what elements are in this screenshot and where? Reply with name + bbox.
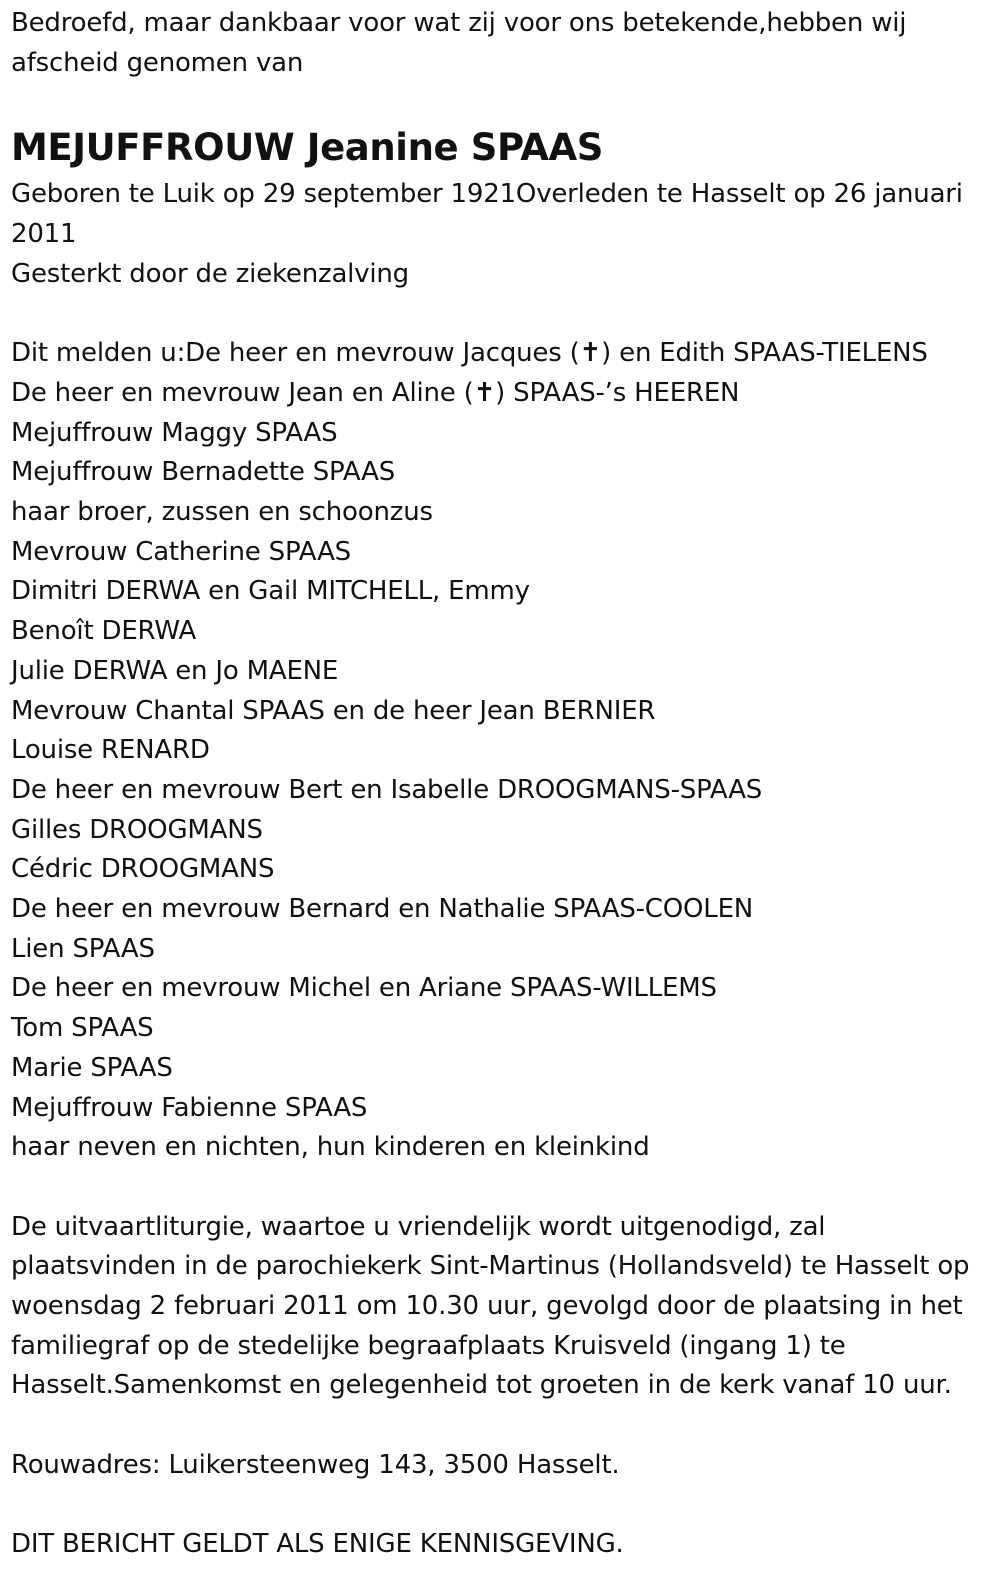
family-line: Louise RENARD (11, 735, 210, 766)
mourning-address: Rouwadres: Luikersteenweg 143, 3500 Hasselt. (11, 1449, 620, 1480)
sacrament-text: Gesterkt door de ziekenzalving (11, 258, 409, 289)
family-line: De heer en mevrouw Michel en Ariane SPAAS-WILLEMS (11, 973, 717, 1004)
family-line: Marie SPAAS (11, 1052, 173, 1083)
family-line: Mejuffrouw Fabienne SPAAS (11, 1092, 368, 1123)
family-line: haar broer, zussen en schoonzus (11, 497, 433, 528)
family-line: Cédric DROOGMANS (11, 854, 275, 885)
intro-text: Bedroefd, maar dankbaar voor wat zij voor ons betekende,hebben wij afscheid genomen van (11, 8, 907, 78)
family-line: Benoît DERWA (11, 616, 197, 647)
family-line: De heer en mevrouw Bernard en Nathalie SPAAS-COOLEN (11, 894, 754, 925)
family-line: Mevrouw Chantal SPAAS en de heer Jean BERNIER (11, 695, 656, 726)
family-line: Dimitri DERWA en Gail MITCHELL, Emmy (11, 576, 530, 607)
spacer (11, 295, 990, 335)
spacer (11, 1168, 990, 1208)
family-line: Dit melden u:De heer en mevrouw Jacques (✝) en Edith SPAAS-TIELENS (11, 338, 928, 369)
family-list (11, 334, 990, 1168)
funeral-text: De uitvaartliturgie, waartoe u vriendelijk wordt uitgenodigd, zal plaatsvinden in de parochiekerk Sint-Martinus (Hollandsveld) te Hasselt op woensdag 2 februari 2011 om 10.30 uur, gevolgd door de plaatsing in het familiegraf op de stedelijke begraafplaats Kruisveld (ingang 1) te Hasselt.Samenkomst en gelegenheid tot groeten in de kerk vanaf 10 uur. (11, 1211, 970, 1401)
family-line: Julie DERWA en Jo MAENE (11, 655, 339, 686)
family-line: De heer en mevrouw Bert en Isabelle DROOGMANS-SPAAS (11, 774, 763, 805)
deceased-name: MEJUFFROUW Jeanine SPAAS (11, 126, 603, 170)
family-line: haar neven en nichten, hun kinderen en kleinkind (11, 1132, 650, 1163)
family-line: Mevrouw Catherine SPAAS (11, 536, 351, 567)
family-line: Tom SPAAS (11, 1013, 154, 1044)
family-line: Gilles DROOGMANS (11, 814, 263, 845)
notice-text: DIT BERICHT GELDT ALS ENIGE KENNISGEVING. (11, 1529, 624, 1560)
family-line: De heer en mevrouw Jean en Aline (✝) SPAAS-’s HEEREN (11, 377, 740, 408)
family-line: Mejuffrouw Maggy SPAAS (11, 417, 338, 448)
spacer (11, 1486, 990, 1526)
spacer (11, 1406, 990, 1446)
family-line: Mejuffrouw Bernadette SPAAS (11, 457, 396, 488)
birth-death-text: Geboren te Luik op 29 september 1921Overleden te Hasselt op 26 januari 2011 (11, 179, 963, 250)
family-line: Lien SPAAS (11, 933, 155, 964)
